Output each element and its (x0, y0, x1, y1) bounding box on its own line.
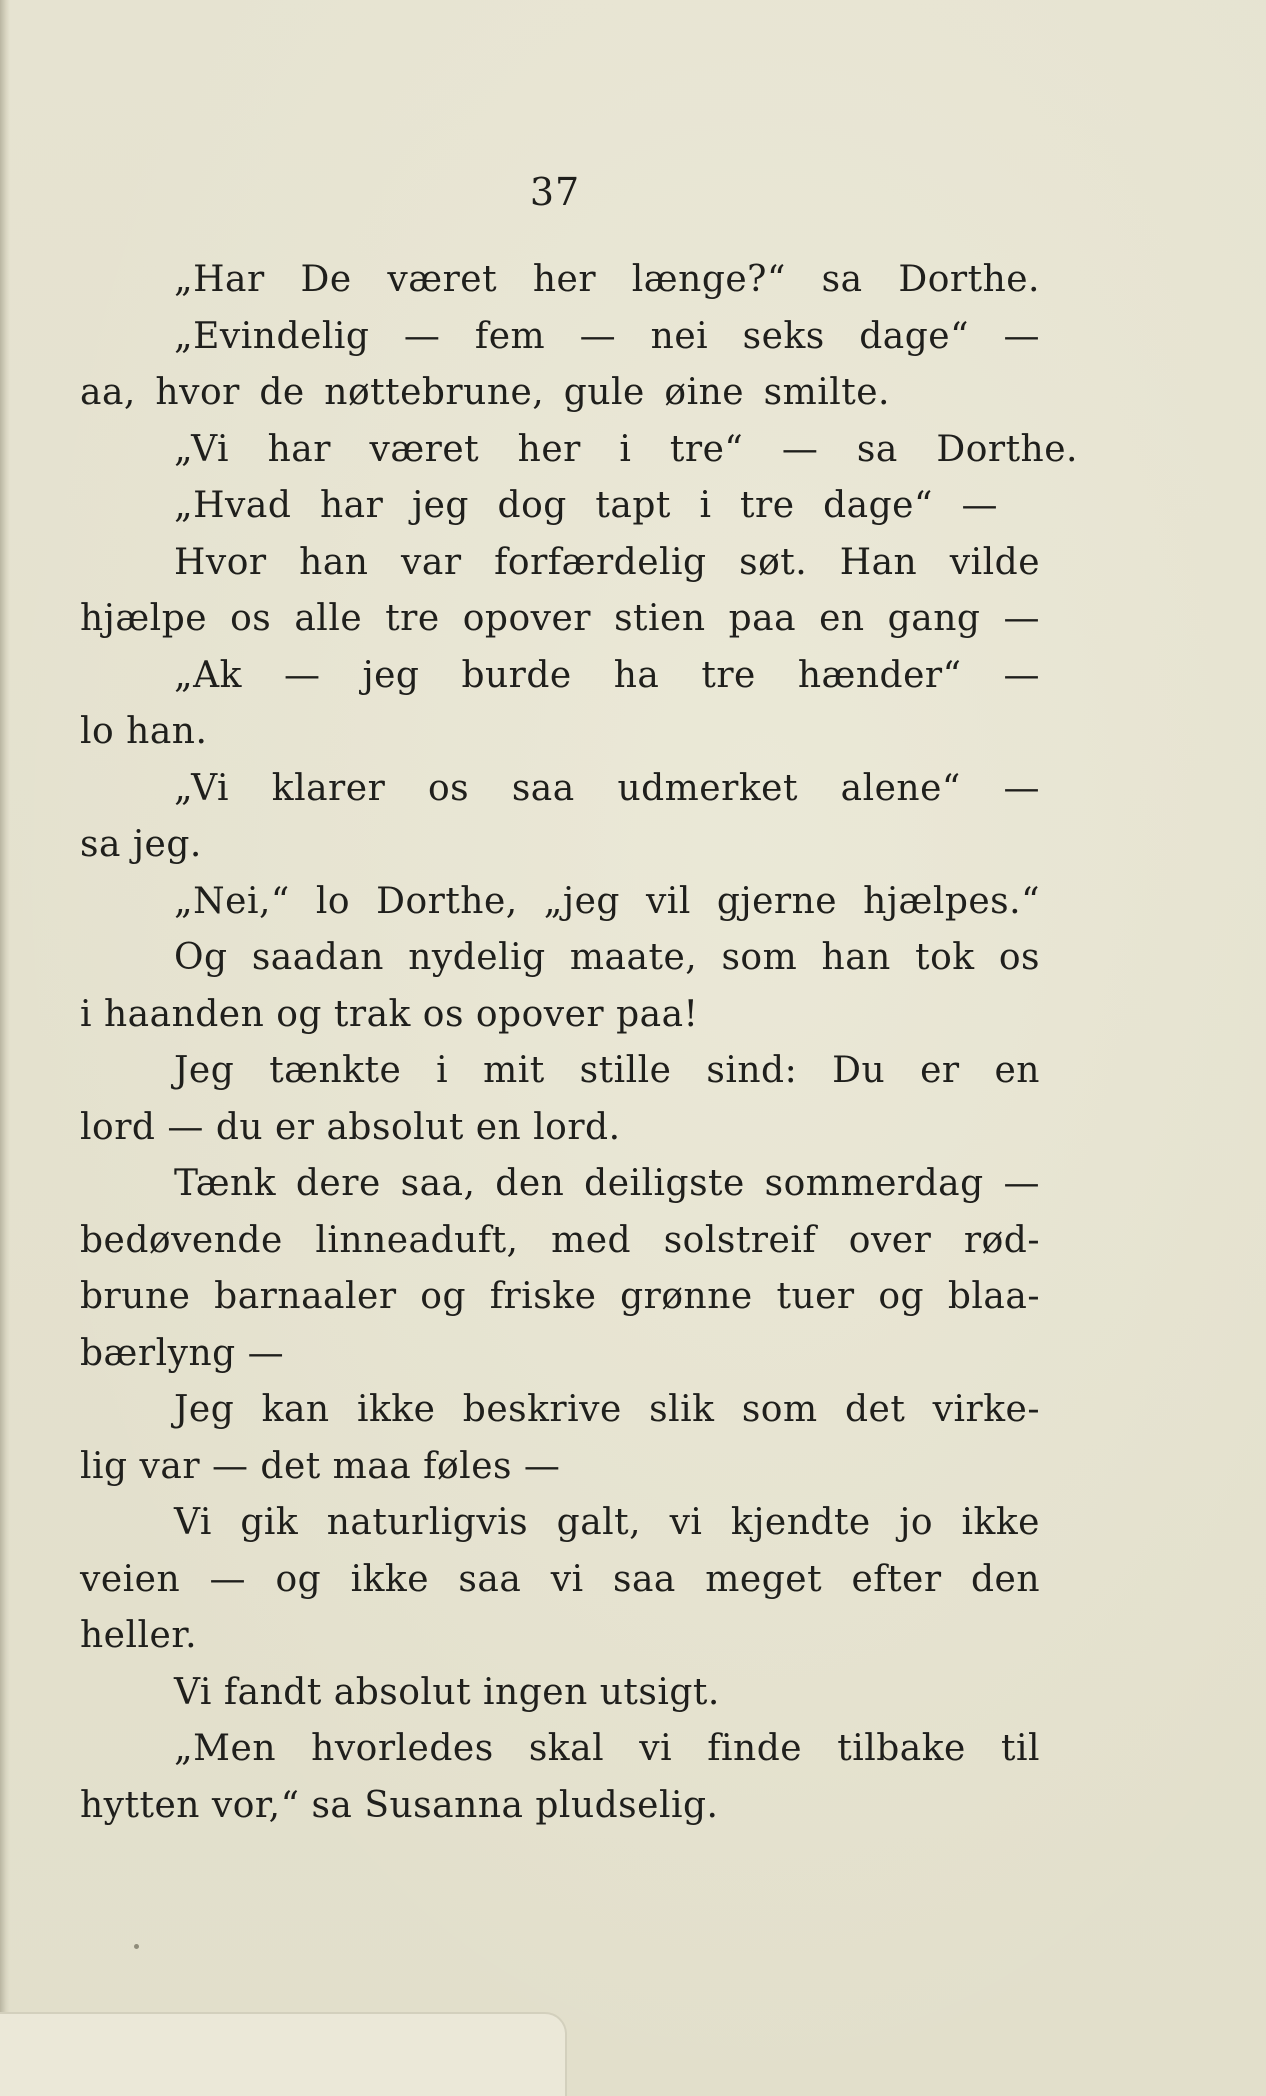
paper-speck (134, 1944, 139, 1949)
text-line: bedøvende linneaduft, med solstreif over rød- (80, 1219, 1040, 1261)
text-line: „Hvad har jeg dog tapt i tre dage“ — (174, 485, 998, 526)
page-number: 37 (529, 170, 581, 214)
text-line: „Vi klarer os saa udmerket alene“ — (174, 767, 1040, 809)
text-line: „Nei,“ lo Dorthe, „jeg vil gjerne hjælpes.“ (174, 880, 1040, 922)
text-line: Og saadan nydelig maate, som han tok os (174, 937, 1040, 978)
text-line: „Har De været her længe?“ sa Dorthe. (174, 259, 1040, 300)
text-line: sa jeg. (80, 824, 202, 865)
page-corner-fold (0, 2012, 567, 2096)
text-line: brune barnaaler og friske grønne tuer og blaa- (80, 1276, 1040, 1317)
body-text (80, 252, 1078, 1834)
text-line: hytten vor,“ sa Susanna pludselig. (80, 1784, 719, 1826)
text-line: i haanden og trak os opover paa! (80, 993, 699, 1035)
text-line: hjælpe os alle tre opover stien paa en gang — (80, 598, 1040, 639)
text-line: „Ak — jeg burde ha tre hænder“ — (174, 654, 1040, 696)
text-line: veien — og ikke saa vi saa meget efter den (80, 1558, 1040, 1600)
text-line: Vi gik naturligvis galt, vi kjendte jo ikke (174, 1502, 1040, 1543)
text-line: aa, hvor de nøttebrune, gule øine smilte. (80, 372, 890, 413)
text-line: lo han. (80, 711, 208, 752)
text-line: Jeg kan ikke beskrive slik som det virke- (174, 1389, 1040, 1430)
text-line: Jeg tænkte i mit stille sind: Du er en (174, 1050, 1040, 1091)
text-line: lord — du er absolut en lord. (80, 1106, 621, 1148)
text-line: Tænk dere saa, den deiligste sommerdag — (174, 1163, 1040, 1204)
text-line: Vi fandt absolut ingen utsigt. (174, 1671, 720, 1713)
text-line: Hvor han var forfærdelig søt. Han vilde (174, 541, 1040, 583)
text-line: „Evindelig — fem — nei seks dage“ — (174, 315, 1040, 357)
page-binding-edge (0, 0, 10, 2096)
text-line: heller. (80, 1615, 198, 1656)
text-line: „Vi har været her i tre“ — sa Dorthe. (174, 428, 1078, 470)
text-line: bærlyng — (80, 1332, 285, 1374)
text-line: „Men hvorledes skal vi finde tilbake til (174, 1728, 1040, 1769)
text-line: lig var — det maa føles — (80, 1445, 561, 1487)
